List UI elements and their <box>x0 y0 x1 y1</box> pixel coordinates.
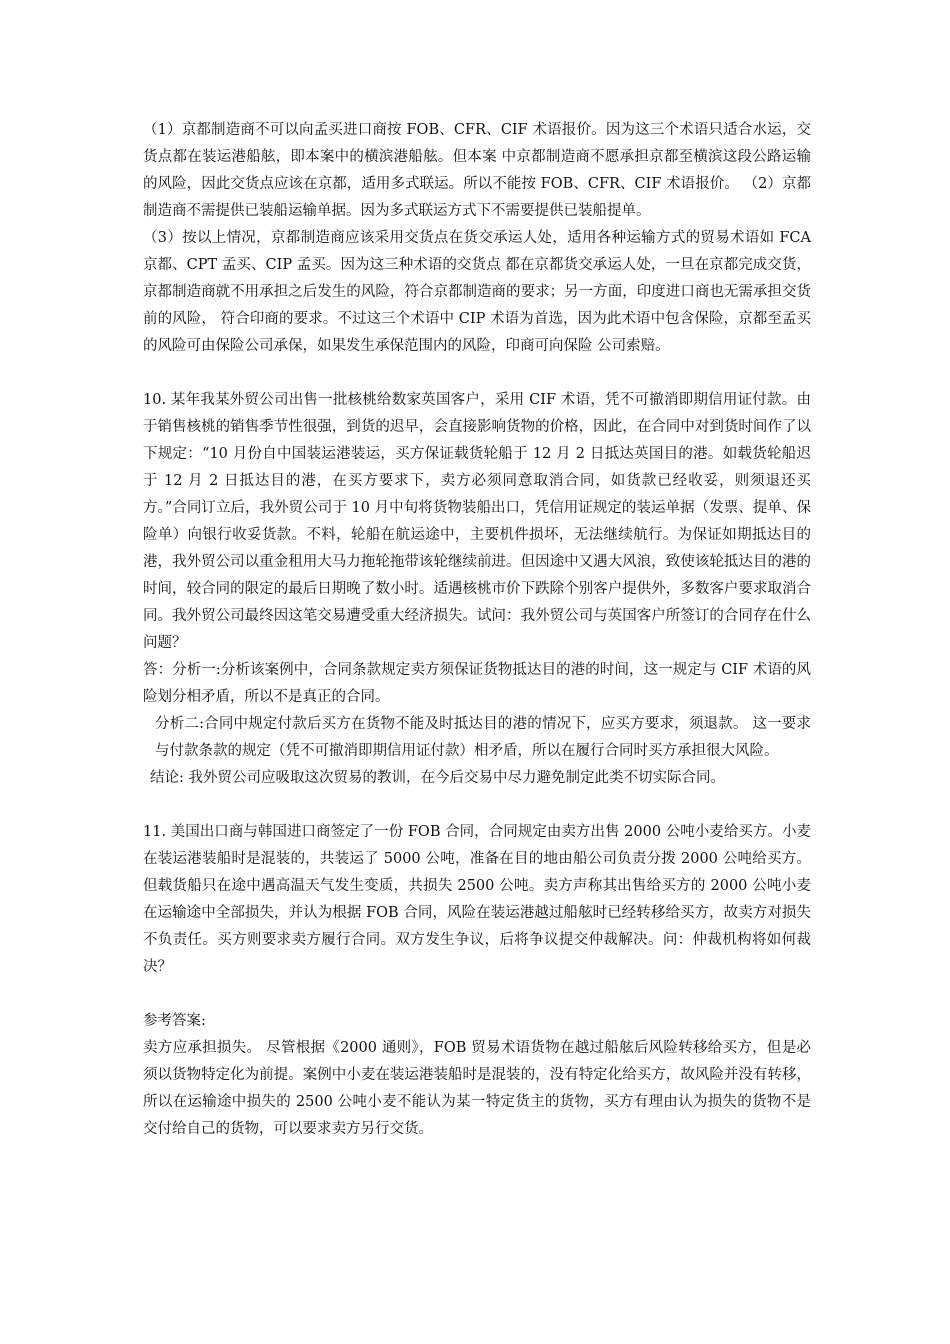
paragraph-answer-part3: （3）按以上情况，京都制造商应该采用交货点在货交承运人处，适用各种运输方式的贸易术语如 FCA 京都、CPT 孟买、CIP 孟买。因为这三种术语的交货点 都在京都货交承运人处，一旦在京都完成交货，京都制造商就不用承担之后发生的风险，符合京都制造商的要求；另一方面，印度进口商也无需承担交货前的风险， 符合印商的要求。不过这三个术语中 CIP 术语为首选，因为此术语中包含保险，京都至孟买的风险可由保险公司承保，如果发生承保范围内的风险，印商可向保险 公司索赔。 <box>143 230 811 354</box>
answer-10-conclusion: 结论: 我外贸公司应吸取这次贸易的教训，在今后交易中尽力避免制定此类不切实际合同。 <box>150 770 725 786</box>
answer-11: 卖方应承担损失。 尽管根据《2000 通则》，FOB 贸易术语货物在越过船舷后风险转移给买方，但是必须以货物特定化为前提。案例中小麦在装运港装船时是混装的，没有特定化给买方，故风险并没有转移，所以在运输途中损失的 2500 公吨小麦不能认为某一特定货主的货物，买方有理由认为损失的货物不是交付给自己的货物，可以要求卖方另行交货。 <box>143 1040 811 1137</box>
document-body <box>143 117 811 1143</box>
reference-answer-label: 参考答案: <box>143 1013 206 1029</box>
spacer <box>143 981 811 1008</box>
question-11: 11. 美国出口商与韩国进口商签定了一份 FOB 合同，合同规定由卖方出售 2000 公吨小麦给买方。小麦在装运港装船时是混装的，共装运了 5000 公吨，准备在目的地由船公司负责分拨 2000 公吨给买方。但载货船只在途中遇高温天气发生变质，共损失 2500 公吨。卖方声称其出售给买方的 2000 公吨小麦在运输途中全部损失，并认为根据 FOB 合同，风险在装运港越过船舷时已经转移给买方，故卖方对损失不负责任。买方则要求卖方履行合同。双方发生争议，后将争议提交仲裁解决。问：仲裁机构将如何裁决？ <box>143 824 811 975</box>
spacer <box>143 792 811 819</box>
paragraph-answer-part1-2: （1）京都制造商不可以向孟买进口商按 FOB、CFR、CIF 术语报价。因为这三个术语只适合水运，交货点都在装运港船舷，即本案中的横滨港船舷。但本案 中京都制造商不愿承担京都至横滨这段公路运输的风险，因此交货点应该在京都，适用多式联运。所以不能按 FOB、CFR、CIF 术语报价。 （2）京都制造商不需提供已装船运输单据。因为多式联运方式下不需要提供已装船提单。 <box>143 122 811 219</box>
answer-10-analysis-1: 答：分析一:分析该案例中，合同条款规定卖方须保证货物抵达目的港的时间，这一规定与 CIF 术语的风险划分相矛盾，所以不是真正的合同。 <box>143 662 811 705</box>
spacer <box>143 360 811 387</box>
answer-10-analysis-2: 分析二:合同中规定付款后买方在货物不能及时抵达目的港的情况下，应买方要求，须退款。 这一要求与付款条款的规定（凭不可撤消即期信用证付款）相矛盾，所以在履行合同时买方承担很大风险。 <box>155 716 811 759</box>
question-10: 10. 某年我某外贸公司出售一批核桃给数家英国客户，采用 CIF 术语，凭不可撤消即期信用证付款。由于销售核桃的销售季节性很强，到货的迟早，会直接影响货物的价格，因此，在合同中对到货时间作了以下规定：“10 月份自中国装运港装运，买方保证载货轮船于 12 月 2 日抵达英国目的港。如载货轮船迟于 12 月 2 日抵达目的港，在买方要求下，卖方必须同意取消合同，如货款已经收妥，则须退还买方。”合同订立后，我外贸公司于 10 月中旬将货物装船出口，凭信用证规定的装运单据（发票、提单、保险单）向银行收妥货款。不料，轮船在航运途中，主要机件损坏，无法继续航行。为保证如期抵达目的港，我外贸公司以重金租用大马力拖轮拖带该轮继续前进。但因途中又遇大风浪，致使该轮抵达目的港的时间，较合同的限定的最后日期晚了数小时。适遇核桃市价下跌除个别客户提供外，多数客户要求取消合同。我外贸公司最终因这笔交易遭受重大经济损失。试问：我外贸公司与英国客户所签订的合同存在什么问题？ <box>143 392 811 651</box>
